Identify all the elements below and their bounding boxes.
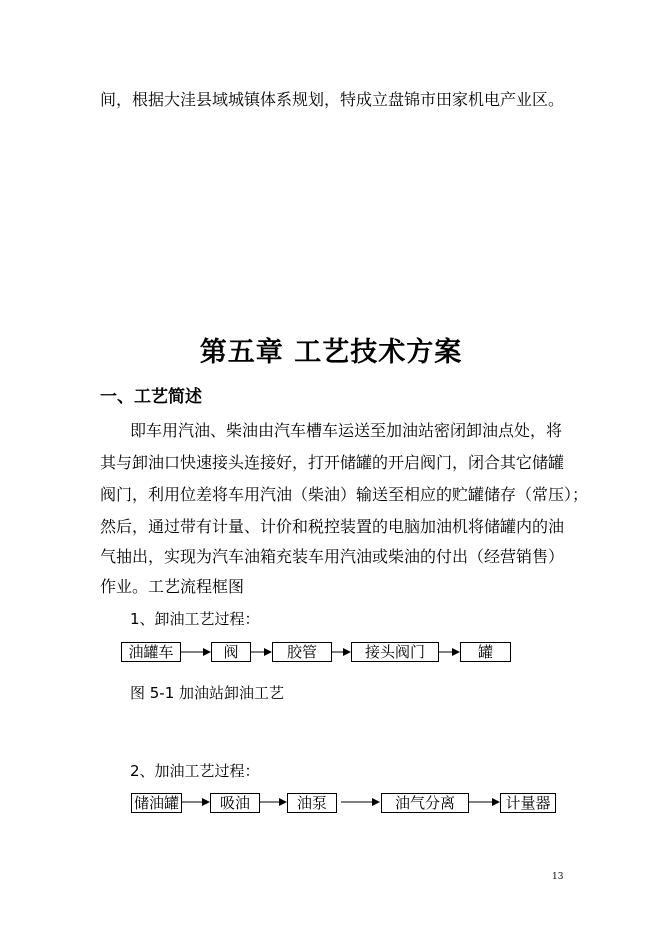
flow-step-suction: 吸油 [210,793,260,813]
refueling-heading: 2、加油工艺过程： [130,762,260,780]
paragraph-line: 阀门，利用位差将车用汽油（柴油）输送至相应的贮罐储存（常压）； [100,485,589,504]
section-title: 一、工艺简述 [100,387,202,407]
flow-step-storage-tank: 储油罐 [131,793,182,813]
chapter-title: 第五章 工艺技术方案 [199,337,463,368]
carryover-line: 间，根据大洼县域城镇体系规划，特成立盘锦市田家机电产业区。 [100,90,565,109]
flow-step-meter: 计量器 [500,793,556,813]
flow-step-vapor-separator: 油气分离 [381,793,469,813]
paragraph-line: 即车用汽油、柴油由汽车槽车运送至加油站密闭卸油点处，将 [130,421,563,440]
flow-step-connector-valve: 接头阀门 [351,642,439,662]
paragraph-line: 然后，通过带有计量、计价和税控装置的电脑加油机将储罐内的油 [100,517,565,536]
unloading-heading: 1、卸油工艺过程： [130,610,260,628]
paragraph-line: 气抽出，实现为汽车油箱充装车用汽油或柴油的付出（经营销售） [100,547,565,566]
flow-step-hose: 胶管 [272,642,332,662]
page-number: 13 [552,872,564,882]
flow-step-valve: 阀 [211,642,251,662]
flow-step-tanker: 油罐车 [121,642,181,662]
paragraph-line: 其与卸油口快速接头连接好，打开储罐的开启阀门，闭合其它储罐 [100,453,565,472]
figure-caption: 图 5-1 加油站卸油工艺 [130,684,285,702]
flow-step-tank: 罐 [460,642,511,662]
paragraph-line: 作业。工艺流程框图 [100,577,245,596]
flow-step-pump: 油泵 [287,793,337,813]
